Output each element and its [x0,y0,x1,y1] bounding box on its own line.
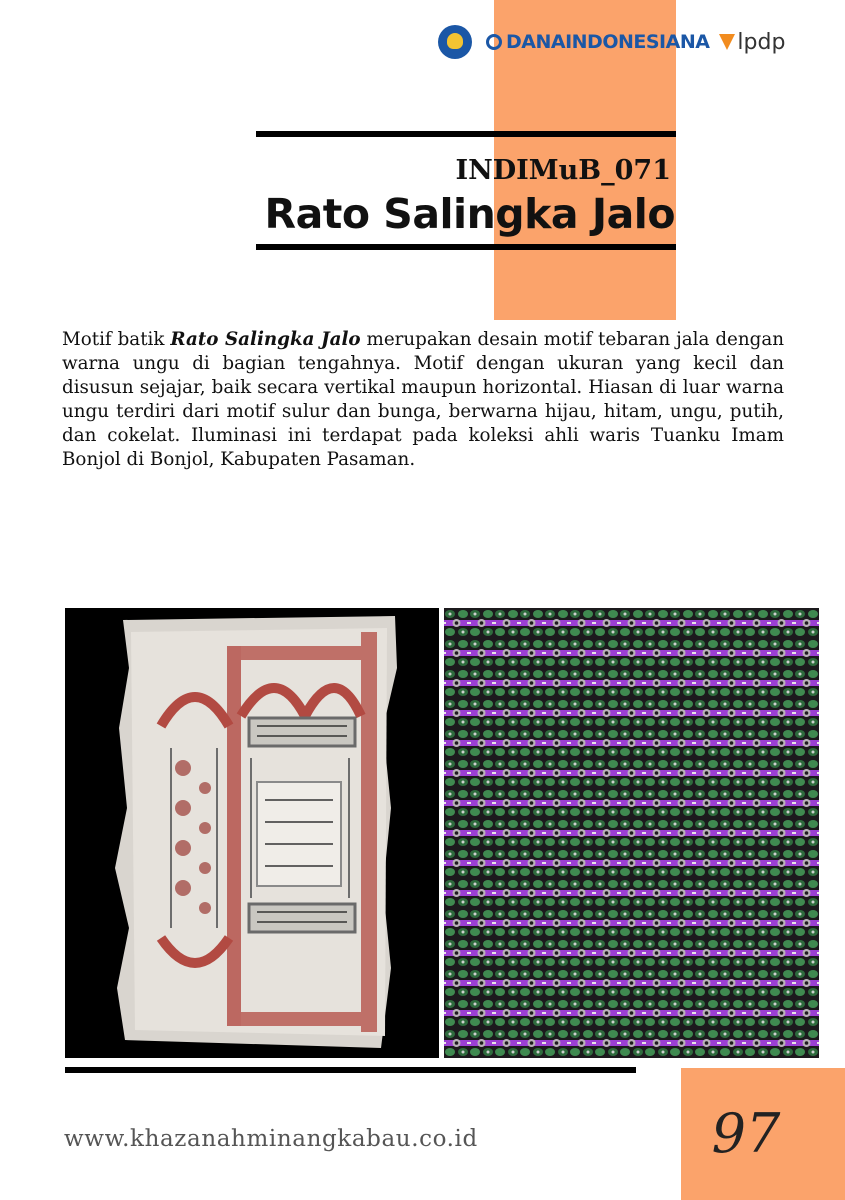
page-title: Rato Salingka Jalo [264,190,675,238]
dana-indonesiana-logo [486,31,709,53]
manuscript-illumination-image [65,608,439,1058]
motif-code: INDIMuB_071 [455,155,671,186]
dana-indonesiana-icon [486,34,502,50]
sponsor-logos [438,22,785,62]
website-url: www.khazanahminangkabau.co.id [64,1126,478,1152]
heading-rule-top [256,131,676,137]
lpdp-logo [719,30,785,55]
description-motif-name: Rato Salingka Jalo [170,329,361,350]
lpdp-icon [719,34,735,50]
description-body: merupakan desain motif tebaran jala dengan warna ungu di bagian tengahnya. Motif dengan ukuran yang kecil dan disusun sejajar, baik secara vertikal maupun horizontal. Hiasan di luar warna ungu terdiri dari motif sulur dan bunga, berwarna hijau, hitam, ungu, putih, dan cokelat. Iluminasi ini terdapat pada koleksi ahli waris Tuanku Imam Bonjol di Bonjol, Kabupaten Pasaman. [62,329,784,470]
description-lead: Motif batik [62,329,171,350]
page-number: 97 [711,1102,781,1165]
kemdikbud-logo-icon [438,25,472,59]
heading-rule-bottom [256,244,676,250]
motif-description [62,328,784,472]
lpdp-text: lpdp [737,29,786,55]
manuscript-photo [65,608,439,1058]
batik-pattern-svg [444,608,819,1058]
footer-rule [65,1067,636,1073]
batik-pattern-image [444,608,819,1058]
dana-indonesiana-text: DANAINDONESIANA [506,31,710,53]
